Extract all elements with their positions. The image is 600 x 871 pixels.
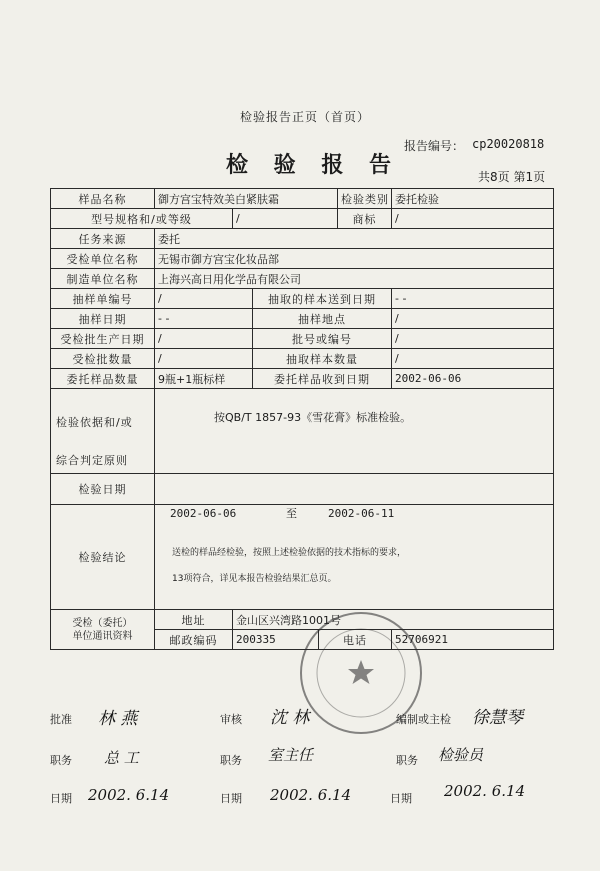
sampling-date-label: 抽样日期 — [51, 309, 155, 329]
production-date-value: / — [155, 329, 253, 349]
inspection-date-cell — [155, 474, 554, 505]
address-label: 地址 — [155, 610, 233, 630]
table-row — [51, 474, 554, 505]
sample-name-label: 样品名称 — [51, 189, 155, 209]
contact-label-line2: 单位通讯资料 — [72, 630, 133, 642]
inspection-date-to-word: 至 — [286, 507, 297, 520]
sampling-place-value: / — [392, 309, 554, 329]
table-row — [51, 269, 554, 289]
inspection-date-label: 检验日期 — [51, 474, 155, 505]
table-row — [51, 229, 554, 249]
basis-text: 按QB/T 1857-93《雪花膏》标准检验。 — [214, 411, 412, 424]
position-label-approver: 职务 — [50, 754, 72, 767]
basis-value-cell — [155, 389, 554, 474]
entrusted-qty-label: 委托样品数量 — [51, 369, 155, 389]
page-title: 检 验 报 告 — [226, 152, 400, 178]
position-editor: 检验员 — [438, 746, 484, 764]
table-row — [51, 349, 554, 369]
batch-qty-label: 受检批数量 — [51, 349, 155, 369]
client-label: 受检单位名称 — [51, 249, 155, 269]
entrusted-received-label: 委托样品收到日期 — [253, 369, 392, 389]
inspection-date-to: 2002-06-11 — [328, 507, 395, 520]
date-label-approver: 日期 — [50, 792, 72, 805]
table-row — [51, 209, 554, 229]
sample-received-label: 抽取的样本送到日期 — [253, 289, 392, 309]
entrusted-qty-value: 9瓶+1瓶标样 — [155, 369, 253, 389]
report-number: cp20020818 — [472, 137, 545, 151]
batch-qty-value: / — [155, 349, 253, 369]
postcode-value: 200335 — [233, 630, 319, 650]
editor-label: 编制或主检 — [396, 713, 451, 726]
position-approver: 总 工 — [104, 749, 139, 767]
conclusion-line1: 送检的样品经检验，按照上述检验依据的技术指标的要求， — [172, 548, 407, 558]
basis-label-line2: 综合判定原则 — [56, 454, 128, 467]
sampling-place-label: 抽样地点 — [253, 309, 392, 329]
contact-label — [51, 610, 155, 650]
manufacturer-value: 上海兴高日用化学品有限公司 — [155, 269, 554, 289]
date-editor: 2002. 6.14 — [444, 782, 526, 800]
model-value: / — [233, 209, 338, 229]
basis-label-line1: 检验依据和/或 — [56, 416, 133, 429]
entrusted-received-value: 2002-06-06 — [392, 369, 554, 389]
sample-qty-label: 抽取样本数量 — [253, 349, 392, 369]
position-label-editor: 职务 — [396, 754, 418, 767]
conclusion-label: 检验结论 — [51, 505, 155, 610]
position-label-reviewer: 职务 — [220, 754, 242, 767]
review-signature: 沈 林 — [270, 708, 310, 728]
editor-signature: 徐慧琴 — [472, 708, 523, 728]
table-row — [51, 249, 554, 269]
position-reviewer: 室主任 — [268, 746, 314, 764]
sampling-no-label: 抽样单编号 — [51, 289, 155, 309]
date-label-editor: 日期 — [390, 792, 412, 805]
date-reviewer: 2002. 6.14 — [270, 786, 352, 804]
table-row — [51, 369, 554, 389]
manufacturer-label: 制造单位名称 — [51, 269, 155, 289]
date-approver: 2002. 6.14 — [88, 786, 170, 804]
sample-received-value: - - — [392, 289, 554, 309]
phone-value: 52706921 — [392, 630, 554, 650]
sample-qty-value: / — [392, 349, 554, 369]
approve-signature: 林 燕 — [98, 709, 138, 729]
client-value: 无锡市御方宫宝化妆品部 — [155, 249, 554, 269]
inspection-type-label: 检验类别 — [338, 189, 392, 209]
doc-subtitle: 检验报告正页（首页） — [240, 110, 371, 124]
review-label: 审核 — [220, 713, 242, 726]
page-count: 共8页 第1页 — [478, 170, 546, 184]
sample-name-value: 御方宫宝特效美白紧肤霜 — [155, 189, 338, 209]
contact-label-line1: 受检（委托） — [72, 617, 133, 629]
table-row — [51, 329, 554, 349]
model-label: 型号规格和/或等级 — [51, 209, 233, 229]
date-label-reviewer: 日期 — [220, 792, 242, 805]
batch-no-label: 批号或编号 — [253, 329, 392, 349]
postcode-label: 邮政编码 — [155, 630, 233, 650]
inspection-type-value: 委托检验 — [392, 189, 554, 209]
sampling-no-value: / — [155, 289, 253, 309]
table-row — [51, 309, 554, 329]
source-value: 委托 — [155, 229, 554, 249]
sampling-date-value: - - — [155, 309, 253, 329]
phone-label: 电话 — [319, 630, 392, 650]
table-row — [51, 189, 554, 209]
approve-label: 批准 — [50, 713, 72, 726]
trademark-label: 商标 — [338, 209, 392, 229]
trademark-value: / — [392, 209, 554, 229]
conclusion-line2: 13项符合，详见本报告检验结果汇总页。 — [172, 574, 337, 584]
inspection-date-from: 2002-06-06 — [170, 507, 237, 520]
production-date-label: 受检批生产日期 — [51, 329, 155, 349]
table-row — [51, 289, 554, 309]
address-value: 金山区兴湾路1001号 — [233, 610, 554, 630]
batch-no-value: / — [392, 329, 554, 349]
report-number-label: 报告编号： — [404, 139, 465, 153]
source-label: 任务来源 — [51, 229, 155, 249]
